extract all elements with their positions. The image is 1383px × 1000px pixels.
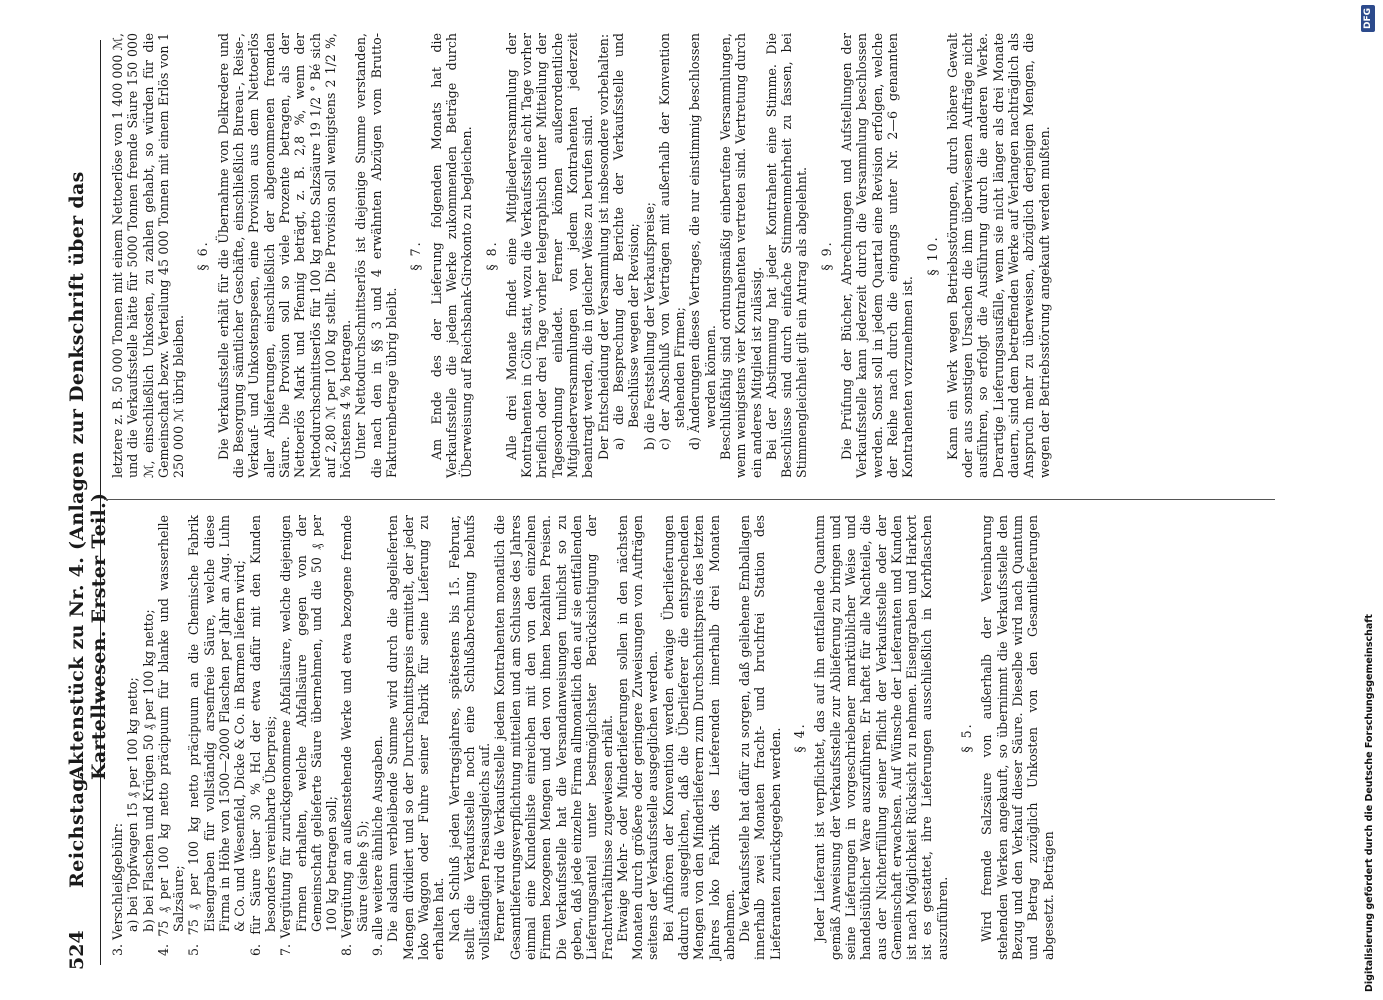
paragraph: d) Änderungen dieses Vertrages, die nur einstimmig beschlossen werden können. bbox=[687, 33, 718, 450]
left-column bbox=[110, 515, 1056, 960]
header-rule bbox=[100, 40, 101, 965]
paragraph: 6. für Säure über 30 % Hcl der etwa dafür mit den Kunden besonders vereinbarte Überpreis; bbox=[247, 515, 278, 956]
page-number: 524 bbox=[66, 930, 88, 970]
column-divider bbox=[104, 499, 1275, 500]
page-header bbox=[62, 40, 110, 970]
paragraph: 8. Vergütung an außenstehende Werke und etwa bezogene fremde Säure (siehe § 5); bbox=[339, 515, 370, 956]
paragraph: 3. Verschleißgebühr: bbox=[110, 822, 125, 956]
digitization-credit: Digitalisierung gefördert durch die Deutsche Forschungsgemeinschaft bbox=[1364, 614, 1375, 992]
paragraph: Etwaige Mehr- oder Minderlieferungen sollen in den nächsten Monaten durch größere oder geringere Zuweisungen von Aufträgen seitens der Verkaufsstelle ausgeglichen werden. bbox=[614, 515, 661, 960]
paragraph: 9. alle weitere ähnliche Ausgaben. bbox=[370, 735, 386, 956]
paragraph: Bei Aufhören der Konvention werden etwaige Überlieferungen dadurch ausgeglichen, daß die Überlieferer die entsprechenden Mengen von den Minderlieferern zum Durchschnittspreis des letzten Jahres loko Fabrik des Lieferenden innerhalb drei Monaten abnehmen. bbox=[660, 515, 737, 960]
paragraph: Am Ende des der Lieferung folgenden Monats hat die Verkaufsstelle die jedem Werke zukommenden Beträge durch Überweisung auf Reichsbank-Girokonto zu begleichen. bbox=[428, 33, 475, 478]
section-heading: § 5. bbox=[959, 722, 975, 753]
page-title: Aktenstück zu Nr. 4. (Anlagen zur Denkschrift über das Kartellwesen. Erster Teil.) bbox=[66, 171, 110, 780]
section-heading: § 6. bbox=[195, 240, 211, 271]
paragraph: letztere z. B. 50 000 Tonnen mit einem Nettoerlöse von 1 400 000 ℳ, und die Verkaufsstelle hätte für 5000 Tonnen fremde Säure 150 000 ℳ, einschließlich Unkosten, zu zahlen gehabt, so würden für die Gemeinschaft bezw. Verteilung 45 000 Tonnen mit einem Erlös von 1 250 000 ℳ übrig bleiben. bbox=[110, 33, 187, 478]
paragraph: Unter Nettodurchschnittserlös ist diejenige Summe verstanden, die nach den in §§ 3 und 4 erwähnten Abzügen vom Brutto-Fakturenbetrage übrig bleibt. bbox=[353, 33, 400, 478]
paragraph: Die Prüfung der Bücher, Abrechnungen und Aufstellungen der Verkaufsstelle kann jederzeit durch die Versammlung beschlossen werden. Sonst soll in jedem Quartal eine Revision erfolgen, welche der Reihe nach durch die eingangs unter Nr. 2—6 genannten Kontrahenten vorzunehmen ist. bbox=[839, 33, 916, 478]
paragraph: 5. 75 ₰ per 100 kg netto präcipuum an die Chemische Fabrik Eisengraben für vollständig arsenfreie Säure, welche diese Firma in Höhe von 1500—2000 Flaschen per Jahr an Aug. Luhn & Co. und Wesenfeld, Dicke & Co. in Barmen liefern wird; bbox=[186, 515, 248, 956]
paragraph: Bei der Abstimmung hat jeder Kontrahent eine Stimme. Die Beschlüsse sind durch einfache Stimmenmehrheit zu fassen, bei Stimmengleichheit gilt ein Antrag als abgelehnt. bbox=[763, 33, 810, 478]
right-column bbox=[110, 33, 1052, 478]
section-heading: § 8. bbox=[483, 240, 499, 271]
dfg-logo: DFG bbox=[1361, 5, 1375, 32]
paragraph: Jeder Lieferant ist verpflichtet, das auf ihn entfallende Quantum gemäß Anweisung der Verkaufsstelle zur Ablieferung zu bringen und seine Lieferungen in vorgeschriebener marktüblicher Weise und handelsüblicher Ware auszuführen. Er haftet für alle Nachteile, die aus der Nichterfüllung seiner Pflicht der Verkaufsstelle oder der Gemeinschaft erwachsen. Auf Wünsche der Lieferanten und Kunden ist nach Möglichkeit Rücksicht zu nehmen. Eisengraben und Harkort ist es gestattet, ihre Lieferungen ausschließlich in Korbflaschen auszuführen. bbox=[812, 515, 950, 960]
paragraph: a) die Besprechung der Berichte der Verkaufsstelle und Beschlüsse wegen der Revision; bbox=[610, 33, 642, 450]
paragraph: Die alsdann verbleibende Summe wird durch die abgelieferten Mengen dividiert und so der Durchschnittspreis ermittelt, der jeder loko Waggon oder Fuhre seiner Fabrik für seine Lieferung zu erhalten hat. bbox=[385, 515, 447, 960]
paragraph: Die Verkaufsstelle hat dafür zu sorgen, daß geliehene Emballagen innerhalb zwei Monaten fracht- und bruchfrei Station des Lieferanten zurückgegeben werden. bbox=[737, 515, 783, 960]
section-heading: § 9. bbox=[818, 240, 834, 271]
paragraph: Die Verkaufsstelle erhält für die Übernahme von Delkredere und die Besorgung sämtlicher Geschäfte, einschließlich Bureau-, Reise-, Verkauf- und Unkostenspesen, eine Provision aus dem Nettoerlös aller Ablieferungen, einschließlich der abgenommenen fremden Säure. Die Provision soll so viele Prozente betragen, als der Nettoerlös Mark und Pfennig beträgt, z. B. 2,8 %, wenn der Nettodurchschnittserlös für 100 kg netto Salzsäure 19 1/2 ° Bé sich auf 2,80 ℳ per 100 kg stellt. Die Provision soll wenigstens 2 1/2 %, höchstens 4 % betragen. bbox=[215, 33, 354, 478]
paragraph: Der Entscheidung der Versammlung ist insbesondere vorbehalten: bbox=[595, 33, 611, 460]
paragraph: Beschlußfähig sind ordnungsmäßig einberufene Versammlungen, wenn wenigstens vier Kontrahenten vertreten sind. Vertretung durch ein anderes Mitglied ist zulässig. bbox=[717, 33, 764, 478]
paragraph: 7. Vergütung für zurückgenommene Abfallsäure, welche diejenigen Firmen erhalten, welche Abfallsäure gegen von der Gemeinschaft gelieferte Säure übernehmen, und die 50 ₰ per 100 kg betragen soll; bbox=[278, 515, 340, 956]
section-heading: § 10. bbox=[924, 235, 940, 276]
paragraph: 4. 75 ₰ per 100 kg netto präcipuum für blanke und wasserhelle Salzsäure; bbox=[155, 515, 187, 956]
section-heading: § 4. bbox=[792, 722, 808, 753]
paragraph: Nach Schluß jeden Vertragsjahres, spätestens bis 15. Februar, stellt die Verkaufsstelle noch eine Schlußabrechnung behufs vollständigen Preisausgleichs auf. bbox=[446, 515, 493, 960]
header-left-label: Reichstag. bbox=[66, 770, 88, 888]
digitization-credit-bar bbox=[1360, 0, 1380, 1000]
paragraph: c) der Abschluß von Verträgen mit außerhalb der Konvention stehenden Firmen; bbox=[656, 33, 688, 450]
paragraph: a) bei Topfwagen 15 ₰ per 100 kg netto; bbox=[125, 677, 141, 932]
paragraph: Alle drei Monate findet eine Mitgliederversammlung der Kontrahenten in Cöln statt, wozu die Verkaufsstelle acht Tage vorher brieflich oder drei Tage vorher telegraphisch unter Mitteilung der Tagesordnung einladet. Ferner können außerordentliche Mitgliederversammlungen von jedem Kontrahenten jederzeit beantragt werden, die in gleicher Weise zu berufen sind. bbox=[503, 33, 596, 478]
paragraph: b) die Feststellung der Verkaufspreise; bbox=[641, 202, 657, 450]
paragraph: Kann ein Werk wegen Betriebsstörungen, durch höhere Gewalt oder aus sonstigen Ursachen die ihm überwiesenen Aufträge nicht ausführen, so erfolgt die Ausführung durch die anderen Werke. Derartige Lieferungsausfälle, wenn sie nicht länger als drei Monate dauern, sind dem betreffenden Werke auf Verlangen nachträglich als Anspruch mehr zu überweisen, abzüglich derjenigen Mengen, die wegen der Betriebsstörung angekauft werden mußten. bbox=[944, 33, 1052, 478]
section-heading: § 7. bbox=[408, 240, 424, 271]
paragraph: Wird fremde Salzsäure von außerhalb der Vereinbarung stehenden Werken angekauft, so übernimmt die Verkaufsstelle den Bezug und den Verkauf dieser Säure. Dieselbe wird nach Quantum und Betrag zuzüglich Unkosten von den Gesamtlieferungen abgesetzt. Beträgen bbox=[979, 515, 1056, 960]
paragraph: b) bei Flaschen und Krügen 50 ₰ per 100 kg netto; bbox=[140, 609, 156, 932]
paragraph: Ferner wird die Verkaufsstelle jedem Kontrahenten monatlich die Gesamtlieferungsverpflichtung mitteilen und am Schlusse des Jahres einmal eine Kundenliste einreichen mit den von den einzelnen Firmen bezogenen Mengen und den von ihnen bezahlten Preisen. Die Verkaufsstelle hat die Versandanweisungen tunlichst so zu geben, daß jede einzelne Firma allmonatlich den auf sie entfallenden Lieferungsanteil unter bestmöglichster Berücksichtigung der Frachtverhältnisse zugewiesen erhält. bbox=[492, 515, 615, 960]
